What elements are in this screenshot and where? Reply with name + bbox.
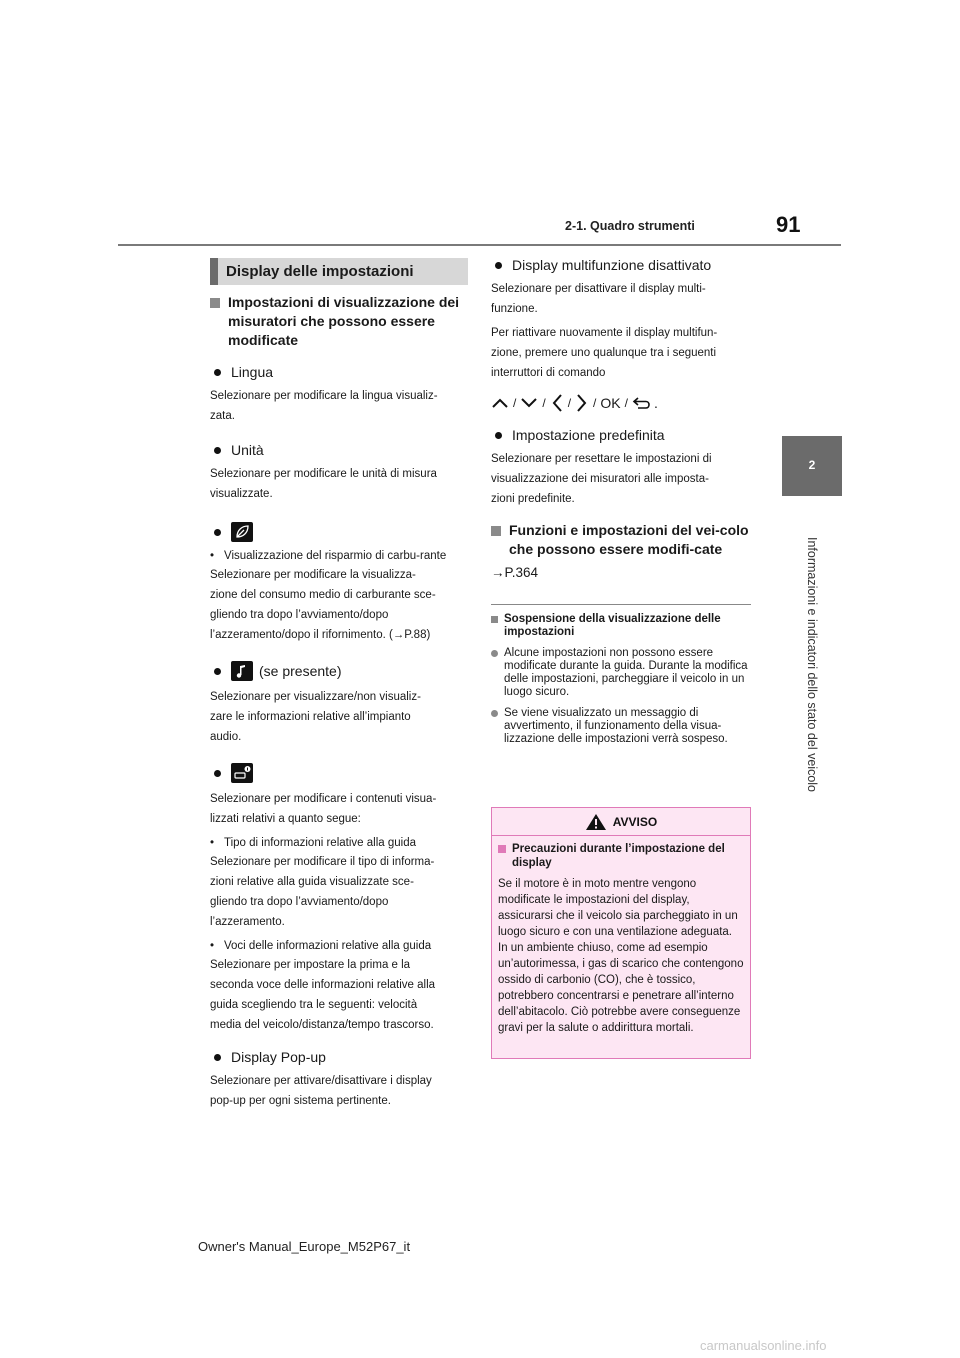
note-text: Alcune impostazioni non possono essere modificate durante la guida. Durante la modifica delle impostazioni, parcheggiare il veicolo in un luogo sicuro.	[504, 647, 748, 698]
section-divider	[491, 604, 751, 605]
sub-bullet-text: Voci delle informazioni relative alla guida	[224, 940, 432, 952]
bullet-icon	[214, 447, 221, 454]
subheading-functions	[491, 521, 751, 559]
sub-bullet-text: Visualizzazione del risparmio di carbu-rante	[224, 550, 447, 562]
item-title: Lingua	[231, 364, 274, 380]
text-line: lizzati relativi a quanto segue:	[210, 813, 361, 825]
text-line: zioni relative alla guida visualizzate sce-	[210, 876, 414, 888]
text-line: visualizzazione dei misuratori alle imposta-	[491, 473, 709, 485]
chapter-tab: 2	[782, 436, 842, 494]
item-title: Unità	[231, 442, 264, 458]
text-line: zione, premere uno qualunque tra i seguenti	[491, 347, 717, 359]
text-line: zare le informazioni relative all’impianto	[210, 711, 411, 723]
page-reference: →P.364	[491, 565, 539, 580]
down-chevron-icon	[520, 396, 538, 410]
right-chevron-icon	[575, 393, 589, 413]
up-chevron-icon	[491, 396, 509, 410]
bullet-icon	[214, 369, 221, 376]
item-eco	[210, 522, 468, 542]
text-line: gliendo tra dopo l’avviamento/dopo	[210, 609, 389, 621]
item-popup	[210, 1047, 468, 1067]
warning-box	[491, 807, 751, 1059]
text-line: zione del consumo medio di carburante sce-	[210, 589, 436, 601]
bullet-icon	[214, 1054, 221, 1061]
separator: /	[567, 396, 572, 410]
text-line: visualizzate.	[210, 488, 273, 500]
control-switches	[491, 393, 751, 413]
page-number: 91	[776, 212, 801, 237]
text-line: gliendo tra dopo l’avviamento/dopo	[210, 896, 389, 908]
text-line: audio.	[210, 731, 242, 743]
note-heading-text: Sospensione della visualizzazione delle impostazioni	[504, 613, 721, 638]
chapter-tab-divider	[782, 494, 842, 496]
item-title: Display Pop-up	[231, 1049, 326, 1065]
text-line: interruttori di comando	[491, 367, 606, 379]
right-column	[491, 255, 751, 746]
text-line: Selezionare per modificare la lingua visualiz-	[210, 390, 438, 402]
warning-header	[492, 808, 750, 836]
leaf-icon	[231, 522, 253, 542]
text-line: funzione.	[491, 303, 538, 315]
text-line: zioni predefinite.	[491, 493, 575, 505]
left-column	[210, 258, 468, 1111]
sub-bullet-drive-type	[210, 837, 468, 850]
bullet-icon	[214, 529, 221, 536]
audio-suffix: (se presente)	[259, 663, 342, 679]
square-bullet-icon	[210, 298, 220, 308]
square-bullet-icon	[491, 526, 501, 536]
footer-manual-id: Owner's Manual_Europe_M52P67_it	[198, 1239, 411, 1254]
text-line: l’azzeramento.	[210, 916, 285, 928]
item-lingua	[210, 362, 468, 382]
item-audio	[210, 661, 468, 681]
text-line: Selezionare per resettare le impostazioni di	[491, 453, 712, 465]
item-drive-info	[210, 763, 468, 783]
circle-bullet-icon	[491, 710, 498, 717]
item-title: Impostazione predefinita	[512, 427, 665, 443]
bullet-icon	[495, 432, 502, 439]
item-title: Display multifunzione disattivato	[512, 257, 712, 273]
warning-title: AVVISO	[612, 814, 658, 829]
text-line: l’azzeramento/dopo il rifornimento. (→P.88)	[210, 629, 431, 641]
subheading-text: Impostazioni di visualizzazione dei misuratori che possono essere modificate	[228, 294, 460, 348]
separator: /	[542, 396, 546, 410]
warning-triangle-icon	[585, 813, 607, 831]
note-heading	[491, 613, 751, 639]
square-bullet-icon	[498, 845, 506, 853]
note-item	[491, 707, 751, 746]
back-arrow-icon	[632, 395, 652, 411]
text-line: Per riattivare nuovamente il display multifun-	[491, 327, 718, 339]
text-line: guida scegliendo tra le seguenti: velocità	[210, 999, 418, 1011]
text-line: zata.	[210, 410, 235, 422]
warning-text: Se il motore è in moto mentre vengono modificate le impostazioni del display, assicurarsi che il veicolo sia parcheggiato in un luogo sicuro e con una ventilazione adeguata. In un ambiente chiuso, come ad esempio un’autorimessa, i gas di scarico che contengono ossido di carbonio (CO), che è tossico, potrebbero concentrarsi e penetrare all’interno dell’abitacolo. Ciò potrebbe avere conseguenze gravi per la salute o addirittura mortali.	[498, 878, 744, 1034]
text-line: Selezionare per modificare il tipo di informa-	[210, 856, 435, 868]
note-item	[491, 647, 751, 699]
text-line: Selezionare per modificare i contenuti visua-	[210, 793, 437, 805]
text-line: Selezionare per visualizzare/non visualiz-	[210, 691, 421, 703]
text-line: Selezionare per modificare la visualizza-	[210, 569, 416, 581]
bullet-icon	[214, 668, 221, 675]
circle-bullet-icon	[491, 650, 498, 657]
item-unita	[210, 440, 468, 460]
text-line: Selezionare per impostare la prima e la	[210, 959, 411, 971]
warning-body	[492, 836, 750, 1042]
text-line: Selezionare per modificare le unità di misura	[210, 468, 437, 480]
separator: /	[624, 396, 628, 410]
text-line: Selezionare per disattivare il display multi-	[491, 283, 706, 295]
text-line: Selezionare per attivare/disattivare i display	[210, 1075, 432, 1087]
sub-bullet-drive-items	[210, 940, 468, 953]
bullet-icon	[495, 262, 502, 269]
text-line: media del veicolo/distanza/tempo trascorso.	[210, 1019, 434, 1031]
warning-subheading-text: Precauzioni durante l’impostazione del display	[512, 843, 725, 869]
sub-bullet-icon: •	[210, 837, 215, 849]
note-text: Se viene visualizzato un messaggio di avvertimento, il funzionamento della visua-lizzazione delle impostazioni verrà sospeso.	[504, 707, 728, 745]
square-bullet-icon	[491, 616, 498, 623]
watermark: carmanualsonline.info	[700, 1338, 827, 1353]
sub-bullet-text: Tipo di informazioni relative alla guida	[224, 837, 416, 849]
ok-key: OK	[600, 395, 621, 411]
separator: /	[593, 396, 597, 410]
subheading-text: Funzioni e impostazioni del vei-colo che possono essere modifi-cate	[509, 522, 749, 557]
header-divider	[118, 244, 841, 246]
sub-bullet-icon: •	[210, 940, 215, 952]
chapter-tab-label: Informazioni e indicatori dello stato del veicolo	[805, 537, 819, 792]
separator: /	[513, 396, 517, 410]
subheading-gauge-settings	[210, 293, 468, 350]
left-chevron-icon	[550, 393, 564, 413]
sub-bullet-icon: •	[210, 550, 215, 562]
end-period: .	[653, 395, 658, 411]
item-default	[491, 425, 751, 445]
header-section-title: 2-1. Quadro strumenti	[565, 219, 695, 233]
bullet-icon	[214, 770, 221, 777]
music-note-icon	[231, 661, 253, 681]
sub-bullet-eco	[210, 550, 468, 563]
warning-subheading	[498, 842, 744, 870]
text-line: seconda voce delle informazioni relative alla	[210, 979, 436, 991]
text-line: pop-up per ogni sistema pertinente.	[210, 1095, 391, 1107]
section-title: Display delle impostazioni	[210, 258, 468, 285]
drive-info-icon	[231, 763, 253, 783]
item-mfd-off	[491, 255, 751, 275]
